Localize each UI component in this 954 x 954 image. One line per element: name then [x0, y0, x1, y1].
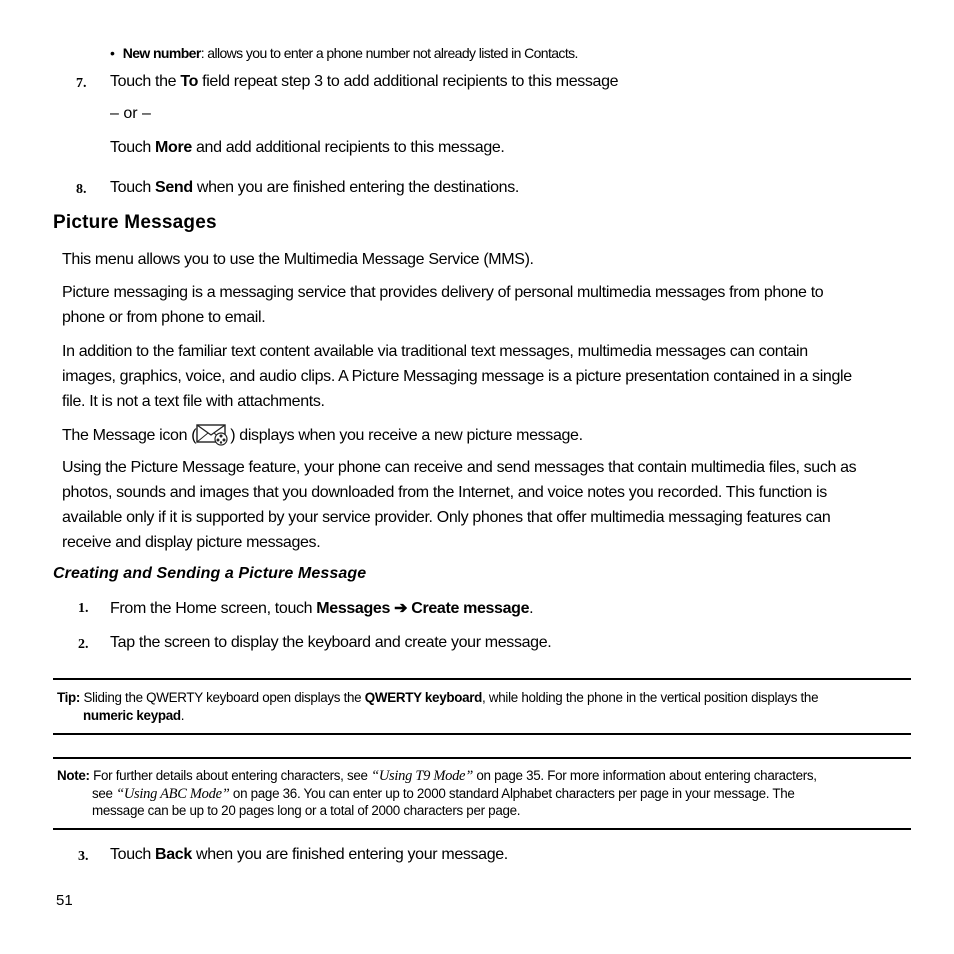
- step-3-number: 3.: [78, 849, 89, 864]
- tip-a: Sliding the QWERTY keyboard open displays the: [80, 690, 365, 705]
- p3-line-2: images, graphics, voice, and audio clips. A Picture Messaging message is a picture presentation contained in a single: [62, 368, 852, 385]
- subsection-title: Creating and Sending a Picture Message: [53, 565, 367, 582]
- step-7-number: 7.: [76, 76, 87, 91]
- step-8-c: when you are finished entering the destinations.: [192, 179, 519, 196]
- tip-text: [57, 689, 818, 706]
- picture-message-icon: [196, 422, 230, 446]
- tip-c: , while holding the phone in the vertical position displays the: [482, 690, 819, 705]
- step-7-d: Touch: [110, 139, 156, 156]
- p5-line-1: Using the Picture Message feature, your phone can receive and send messages that contain multimedia files, such as: [62, 459, 857, 476]
- step-7-f: and add additional recipients to this message.: [191, 139, 505, 156]
- p4-b: ) displays when you receive a new picture message.: [230, 427, 583, 444]
- step-1-d: .: [529, 600, 534, 617]
- paragraph-feature: [62, 455, 922, 555]
- paragraph-picture-messaging: [62, 280, 922, 330]
- p2-line-2: phone or from phone to email.: [62, 309, 266, 326]
- step-2-text: Tap the screen to display the keyboard and create your message.: [110, 634, 552, 651]
- step-3-c: when you are finished entering your message.: [191, 846, 508, 863]
- bullet-dot: •: [110, 45, 123, 61]
- p2-line-1: Picture messaging is a messaging service that provides delivery of personal multimedia messages from phone to: [62, 284, 824, 301]
- step-7-or: – or –: [110, 105, 151, 122]
- step-1-number: 1.: [78, 601, 89, 616]
- tip-text-line-2: [83, 707, 184, 724]
- p3-line-3: file. It is not a text file with attachments.: [62, 393, 325, 410]
- paragraph-intro: [62, 247, 922, 272]
- bullet-term: New number: [122, 45, 201, 61]
- step-7-alt: [110, 139, 505, 157]
- step-8-send: Send: [155, 179, 193, 196]
- paragraph-message-icon: [62, 422, 922, 448]
- note-label: Note:: [57, 768, 90, 783]
- tip-bottom-rule: [53, 733, 911, 735]
- step-2-number: 2.: [78, 637, 89, 652]
- tip-numeric-keypad: numeric keypad: [83, 708, 181, 723]
- step-8-a: Touch: [110, 179, 156, 196]
- p5-line-3: available only if it is supported by your service provider. Only phones that offer multimedia messaging features can: [62, 509, 831, 526]
- p5-line-2: photos, sounds and images that you downloaded from the Internet, and voice notes you recorded. This function is: [62, 484, 827, 501]
- step-8-number: 8.: [76, 182, 87, 197]
- step-3-a: Touch: [110, 846, 156, 863]
- tip-e: .: [180, 708, 185, 723]
- note-a: For further details about entering characters, see: [89, 768, 372, 783]
- p4-a: The Message icon (: [62, 427, 197, 444]
- step-1-messages: Messages: [316, 600, 390, 617]
- step-7-a: Touch the: [110, 73, 181, 90]
- note-c: see: [92, 786, 117, 801]
- tip-label: Tip:: [57, 690, 81, 705]
- step-1-create-message: Create message: [411, 600, 530, 617]
- step-7-c: field repeat step 3 to add additional recipients to this message: [198, 73, 619, 90]
- tip-qwerty: QWERTY keyboard: [364, 690, 483, 705]
- note-ref-abc[interactable]: “Using ABC Mode”: [116, 786, 230, 802]
- section-title: Picture Messages: [53, 212, 217, 233]
- note-text-line-2: [92, 785, 795, 803]
- step-3-text: [110, 846, 508, 864]
- step-7-to: To: [180, 73, 199, 90]
- note-text-line-3: message can be up to 20 pages long or a total of 2000 characters per page.: [92, 803, 521, 818]
- note-d: on page 36. You can enter up to 2000 standard Alphabet characters per page in your message. The: [229, 786, 795, 801]
- step-1-text: [110, 598, 533, 618]
- page-number: 51: [56, 892, 73, 909]
- note-ref-t9[interactable]: “Using T9 Mode”: [371, 768, 473, 784]
- p5-line-4: receive and display picture messages.: [62, 534, 321, 551]
- step-3-back: Back: [155, 846, 192, 863]
- p3-line-1: In addition to the familiar text content available via traditional text messages, multimedia messages can contain: [62, 343, 808, 360]
- step-7-more: More: [155, 139, 192, 156]
- paragraph-familiar-text: [62, 339, 922, 414]
- note-bottom-rule: [53, 828, 911, 830]
- step-7-text: [110, 73, 618, 91]
- tip-top-rule: [53, 678, 911, 680]
- arrow-right-icon: ➔: [394, 600, 408, 617]
- note-text-line-1: [57, 767, 817, 785]
- bullet-desc: : allows you to enter a phone number not already listed in Contacts.: [200, 45, 578, 61]
- note-b: on page 35. For more information about entering characters,: [472, 768, 817, 783]
- step-1-a: From the Home screen, touch: [110, 600, 317, 617]
- step-8-text: [110, 179, 519, 197]
- p1-line: This menu allows you to use the Multimedia Message Service (MMS).: [62, 251, 534, 268]
- bullet-new-number: [110, 45, 578, 63]
- note-top-rule: [53, 757, 911, 759]
